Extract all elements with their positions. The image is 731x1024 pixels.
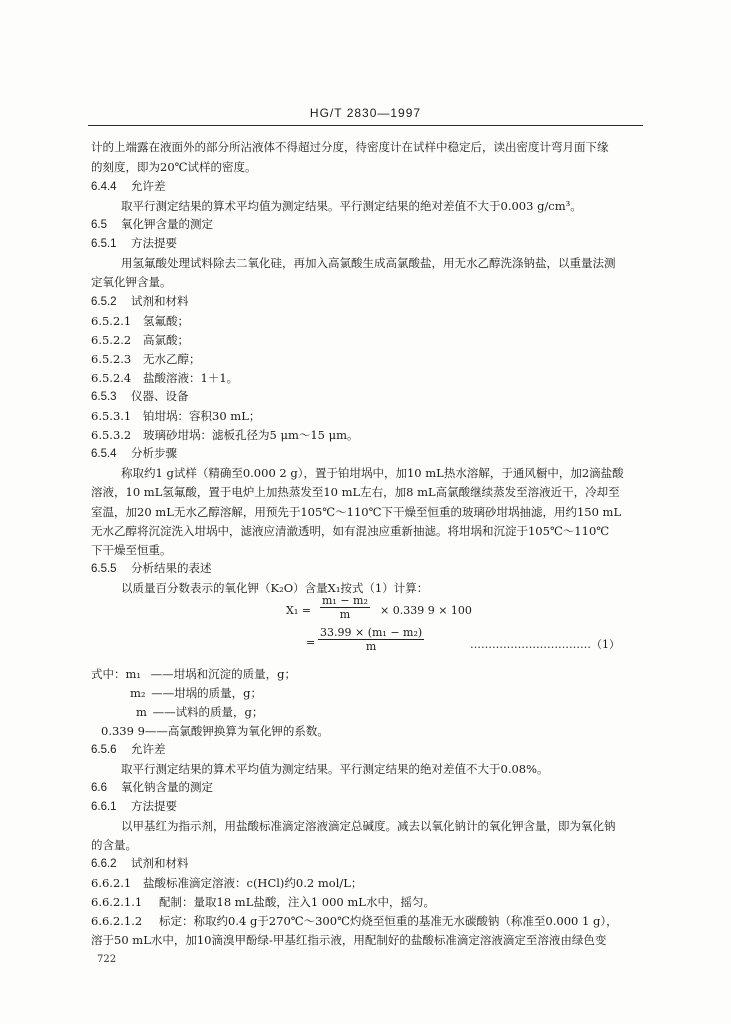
section-heading-6-5-4: 6.5.4 分析步骤 <box>91 448 177 460</box>
paragraph-line: 下干燥至恒重。 <box>91 543 172 557</box>
where-clause-coefficient: 0.339 9——高氯酸钾换算为氧化钾的系数。 <box>101 724 329 738</box>
paragraph-line: 溶液，10 mL氢氟酸，置于电炉上加热蒸发至10 mL左右，加8 mL高氯酸继续蒸发至溶液近干，冷却至 <box>91 485 620 499</box>
formula-equals: = <box>306 636 316 649</box>
section-heading-6-6-1: 6.6.1 方法提要 <box>91 801 177 813</box>
where-clause-m: m ——试料的质量，g； <box>136 705 264 719</box>
paragraph-line: 以质量百分数表示的氧化钾（K₂O）含量X₁按式（1）计算： <box>121 581 429 595</box>
paragraph-line: 的刻度，即为20℃试样的密度。 <box>91 160 257 174</box>
section-heading-6-5-6: 6.5.6 允许差 <box>91 744 166 756</box>
list-item-6-6-2-1: 6.6.2.1 盐酸标准滴定溶液：c(HCl)约0.2 mol/L； <box>91 876 363 890</box>
paragraph-line: 无水乙醇将沉淀洗入坩埚中，滤液应清澈透明，如有混浊应重新抽滤。将坩埚和沉淀于105℃～110℃ <box>91 524 610 538</box>
list-item-6-5-3-1: 6.5.3.1 铂坩埚：容积30 mL； <box>91 409 261 423</box>
paragraph-line: 用氢氟酸处理试料除去二氧化硅，再加入高氯酸生成高氯酸盐，用无水乙醇洗涤钠盐，以重量法测 <box>121 256 616 270</box>
list-item-6-5-2-1: 6.5.2.1 氢氟酸； <box>91 314 189 328</box>
where-clause-m2: m₂ ——坩埚的质量，g； <box>130 686 263 700</box>
section-heading-6-5-1: 6.5.1 方法提要 <box>91 238 177 250</box>
list-item-6-5-2-2: 6.5.2.2 高氯酸； <box>91 333 189 347</box>
paragraph-line: 取平行测定结果的算术平均值为测定结果。平行测定结果的绝对差值不大于0.08%。 <box>121 762 549 776</box>
formula-lhs: X₁ = <box>286 604 311 617</box>
paragraph-line: 计的上端露在液面外的部分所沾液体不得超过分度，待密度计在试样中稳定后，读出密度计弯月面下缘 <box>91 140 609 154</box>
paragraph-line: 取平行测定结果的算术平均值为测定结果。平行测定结果的绝对差值不大于0.003 g/cm³。 <box>121 199 582 213</box>
section-heading-6-5-3: 6.5.3 仪器、设备 <box>91 391 189 403</box>
formula-1 <box>280 594 680 654</box>
standard-number-header: HG/T 2830—1997 <box>309 106 422 120</box>
list-item-6-5-2-4: 6.5.2.4 盐酸溶液：1＋1。 <box>91 371 239 385</box>
section-heading-6-5: 6.5 氧化钾含量的测定 <box>91 219 213 231</box>
paragraph-line: 以甲基红为指示剂，用盐酸标准滴定溶液滴定总碱度。减去以氧化钠计的氧化钾含量，即为氧化钠 <box>121 819 616 833</box>
list-item-6-6-2-1-1: 6.6.2.1.1 配制：量取18 mL盐酸，注入1 000 mL水中，摇匀。 <box>91 895 435 909</box>
section-heading-6-6: 6.6 氧化钠含量的测定 <box>91 782 213 794</box>
paragraph-line: 室温，加20 mL无水乙醇溶解，用预先于105℃～110℃下干燥至恒重的玻璃砂坩埚抽滤，用约150 mL <box>91 505 622 519</box>
formula-fraction-2: $\frac{\text{33.99 × (m₁ − m₂)}}{m}$ <box>320 626 423 653</box>
header-rule <box>88 125 643 126</box>
paragraph-line: 溶于50 mL水中，加10滴溴甲酚绿-甲基红指示液，用配制好的盐酸标准滴定溶液滴定至溶液由绿色变 <box>91 933 607 947</box>
formula-number: ……………………………（1） <box>470 638 620 651</box>
paragraph-line: 称取约1 g试样（精确至0.000 2 g），置于铂坩埚中，加10 mL热水溶解，于通风橱中，加2滴盐酸 <box>121 466 624 480</box>
paragraph-line: 的含量。 <box>91 838 137 852</box>
page-number: 722 <box>97 954 117 965</box>
paragraph-line: 定氧化钾含量。 <box>91 275 172 289</box>
formula-multiplier: × 0.339 9 × 100 <box>380 604 472 617</box>
list-item-6-6-2-1-2: 6.6.2.1.2 标定：称取约0.4 g于270℃～300℃灼烧至恒重的基准无水碳酸钠（称准至0.000 1 g）， <box>91 914 618 928</box>
section-heading-6-4-4: 6.4.4 允许差 <box>91 181 166 193</box>
list-item-6-5-2-3: 6.5.2.3 无水乙醇； <box>91 352 201 366</box>
section-heading-6-6-2: 6.6.2 试剂和材料 <box>91 858 189 870</box>
where-clause-m1: 式中：m₁ ——坩埚和沉淀的质量，g； <box>91 667 297 681</box>
formula-fraction-1: $\frac{\text{m₁ − m₂}}{m}$ <box>322 594 368 621</box>
list-item-6-5-3-2: 6.5.3.2 玻璃砂坩埚：滤板孔径为5 μm～15 μm。 <box>91 428 359 442</box>
section-heading-6-5-5: 6.5.5 分析结果的表述 <box>91 563 212 575</box>
section-heading-6-5-2: 6.5.2 试剂和材料 <box>91 296 189 308</box>
